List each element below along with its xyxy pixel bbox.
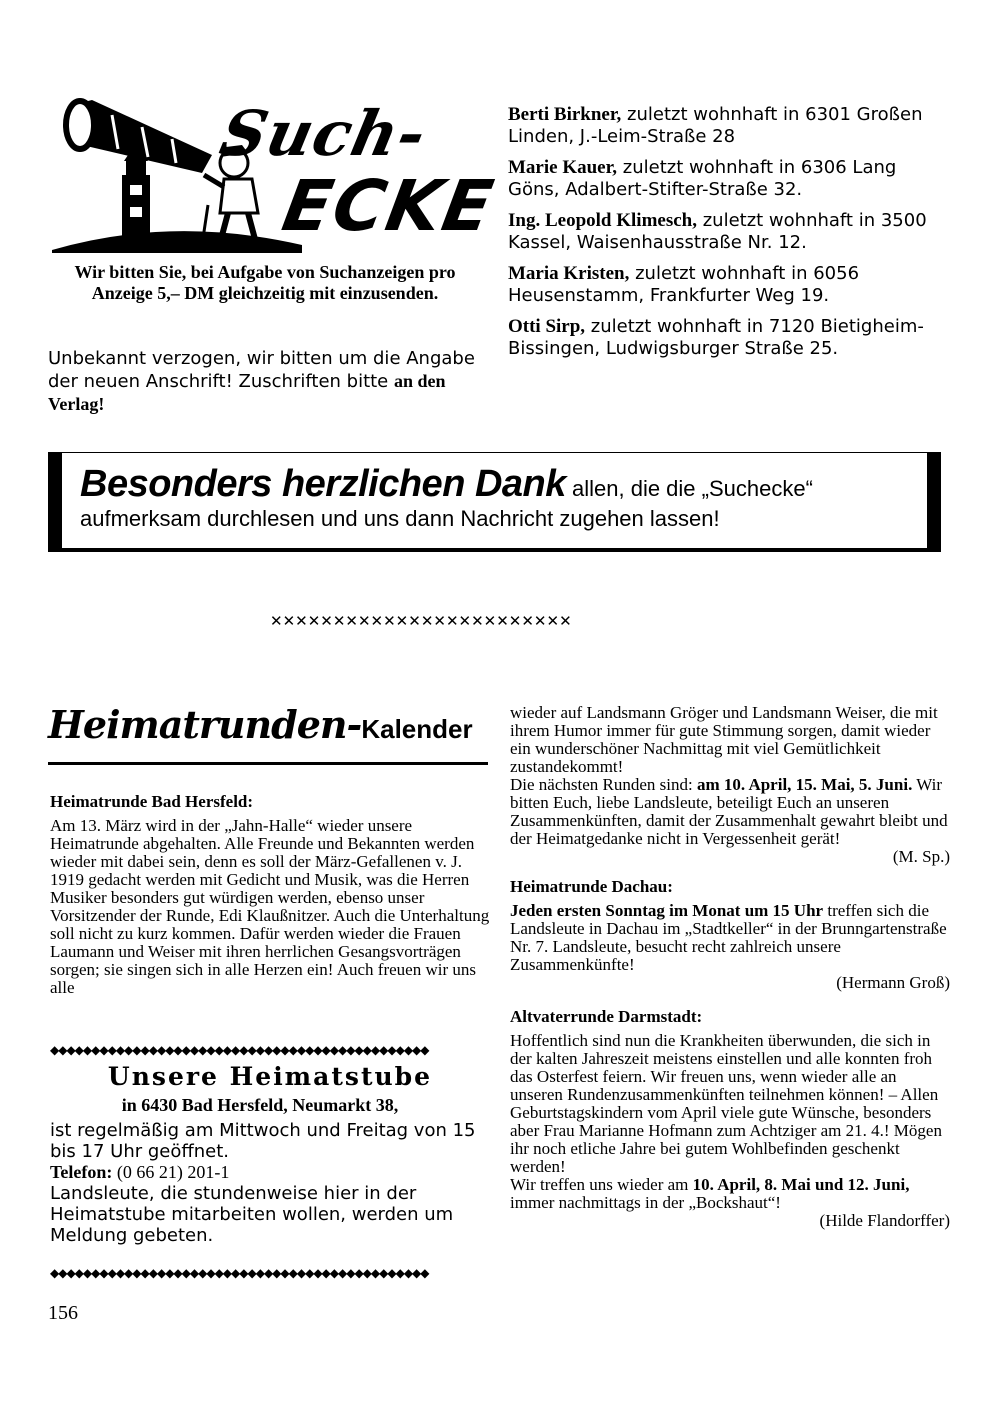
kalender-title	[48, 702, 473, 747]
list-item	[508, 316, 948, 360]
signature: (M. Sp.)	[892, 847, 950, 866]
next-meetings-intro: Die nächsten Runden sind:	[510, 775, 697, 794]
heimatstube-title: Unsere Heimatstube	[107, 1062, 433, 1091]
volunteer-call: Landsleute, die stundenweise hier in der Heimatstube mitarbeiten wollen, werden um Meldung gebeten.	[50, 1183, 454, 1246]
opening-hours: ist regelmäßig am Mittwoch und Freitag von 15 bis 17 Uhr geöffnet.	[50, 1120, 476, 1162]
person-name: Maria Kristen,	[508, 263, 630, 284]
heimatstube-info	[50, 1120, 490, 1246]
thanks-body: allen, die die „Suchecke“ aufmerksam durchlesen und uns dann Nachricht zugehen lassen!	[80, 476, 813, 531]
next-meetings-dates: am 10. April, 15. Mai, 5. Juni.	[696, 775, 913, 794]
such-ecke-fee-notice: Wir bitten Sie, bei Aufgabe von Suchanzeigen pro Anzeige 5,– DM gleichzeitig mit einzusenden.	[74, 262, 456, 303]
ecke-logo-word: ECKE	[276, 165, 501, 247]
person-name: Otti Sirp,	[508, 316, 586, 337]
person-details: zuletzt wohnhaft in 7120 Bietigheim-Bissingen, Ludwigsburger Straße 25.	[508, 316, 924, 359]
address-notice-text: Unbekannt verzogen, wir bitten um die Angabe der neuen Anschrift! Zuschriften bitte	[48, 348, 475, 392]
darmstadt-text: Hoffentlich sind nun die Krankheiten überwunden, die sich in der kalten Jahreszeit meistens einstellen und alle konnten froh das Osterfest feiern. Wir freuen uns, wenn wieder alle an unseren Rundenzusammenkünften teilnehmen können! – Allen Geburtstagskindern vom April viele gute Wünsche, besonders aber Frau Marianne Hofmann zum Achtziger am 21. 4.! Mögen ihr noch etliche Jahre bei gutem Wohlbefinden geschenkt werden!	[510, 1031, 942, 1176]
list-item	[508, 263, 948, 307]
kalender-title-main: Heimatrunden-	[48, 702, 362, 747]
dachau-details: treffen sich die Landsleute in Dachau im „Stadtkeller“ in der Brunngartenstraße Nr. 7. Landsleute, besucht recht zahlreich unsere Zusammenkünfte!	[510, 901, 947, 974]
darmstadt-meetings	[510, 1176, 950, 1212]
title-underline	[48, 762, 488, 765]
person-name: Berti Birkner,	[508, 104, 622, 125]
heimatstube-address: in 6430 Bad Hersfeld, Neumarkt 38,	[121, 1095, 399, 1115]
signature: (Hilde Flandorffer)	[819, 1211, 950, 1230]
person-name: Ing. Leopold Klimesch,	[508, 210, 697, 231]
darmstadt-heading: Altvaterrunde Darmstadt:	[510, 1007, 703, 1026]
phone-line	[50, 1162, 490, 1183]
darmstadt-meet-dates: 10. April, 8. Mai und 12. Juni,	[692, 1175, 910, 1194]
list-item	[508, 157, 948, 201]
such-ecke-logo	[52, 95, 501, 255]
darmstadt-meet-text: immer nachmittags in der „Bockshaut“!	[510, 1193, 781, 1212]
dachau-text	[510, 902, 950, 974]
thanks-text	[80, 463, 920, 534]
list-item	[508, 210, 948, 254]
cross-divider: ✕✕✕✕✕✕✕✕✕✕✕✕✕✕✕✕✕✕✕✕✕✕✕✕	[270, 612, 572, 630]
bad-hersfeld-text: Am 13. März wird in der „Jahn-Halle“ wieder unsere Heimatrunde abgehalten. Alle Freunde und Bekannten werden wieder mit dabei sein, denn es soll der März-Gefallenen v. J. 1919 gedacht werden mit Gedicht und Musik, was die Herren Musiker besonders gut würdigen werden, ebenso unser Vorsitzender der Runde, Edi Klaußnitzer. Auch die Unterhaltung soll nicht zu kurz kommen. Dafür werden wieder die Frauen Laumann und Weiser mit ihren herrlichen Gesangsvorträgen sorgen; sie singen sich in alle Herzen ein! Auch freuen wir uns alle	[50, 816, 490, 997]
thanks-headline: Besonders herzlichen Dank	[80, 463, 566, 505]
such-ecke-address-notice	[48, 348, 488, 416]
right-column-block	[510, 704, 950, 1230]
signature: (Hermann Groß)	[836, 973, 950, 992]
person-details: zuletzt wohnhaft in 6306 Lang Göns, Adalbert-Stifter-Straße 32.	[508, 157, 897, 200]
diamond-rule-bottom: ◆◆◆◆◆◆◆◆◆◆◆◆◆◆◆◆◆◆◆◆◆◆◆◆◆◆◆◆◆◆◆◆◆◆◆◆◆◆◆◆◆◆◆◆◆◆	[50, 1266, 429, 1280]
bad-hersfeld-heading: Heimatrunde Bad Hersfeld:	[50, 792, 254, 811]
person-details: zuletzt wohnhaft in 6301 Großen Linden, J.-Leim-Straße 28	[508, 104, 923, 147]
darmstadt-meet-intro: Wir treffen uns wieder am	[510, 1175, 693, 1194]
diamond-rule-top: ◆◆◆◆◆◆◆◆◆◆◆◆◆◆◆◆◆◆◆◆◆◆◆◆◆◆◆◆◆◆◆◆◆◆◆◆◆◆◆◆◆◆◆◆◆◆	[50, 1043, 429, 1057]
dachau-time: Jeden ersten Sonntag im Monat um 15 Uhr	[510, 901, 824, 920]
next-meetings	[510, 776, 950, 848]
phone-number: (0 66 21) 201-1	[112, 1162, 230, 1182]
continuation-text: wieder auf Landsmann Gröger und Landsmann Weiser, die mit ihrem Humor immer für gute Stimmung sorgen, damit wieder ein wunderschöner Nachmittag mit viel Gemütlichkeit zustandekommt!	[510, 703, 938, 776]
list-item	[508, 104, 948, 148]
person-name: Marie Kauer,	[508, 157, 618, 178]
missing-persons-list	[508, 104, 948, 369]
address-notice-bold: an den Verlag!	[48, 371, 446, 414]
page-number: 156	[48, 1302, 78, 1324]
such-logo-word: Such-	[214, 97, 434, 170]
thanks-box	[48, 452, 941, 552]
person-details: zuletzt wohnhaft in 6056 Heusenstamm, Frankfurter Weg 19.	[508, 263, 860, 306]
dachau-heading: Heimatrunde Dachau:	[510, 877, 673, 896]
person-details: zuletzt wohnhaft in 3500 Kassel, Waisenhausstraße Nr. 12.	[508, 210, 927, 253]
kalender-title-suffix: Kalender	[361, 714, 473, 744]
next-meetings-text: Wir bitten Euch, liebe Landsleute, beteiligt Euch an unseren Zusammenkünften, damit der Zusammenhalt gewahrt bleibt und der Heimatgedanke nicht in Vergessenheit gerät!	[510, 775, 948, 848]
phone-label: Telefon:	[50, 1162, 113, 1182]
